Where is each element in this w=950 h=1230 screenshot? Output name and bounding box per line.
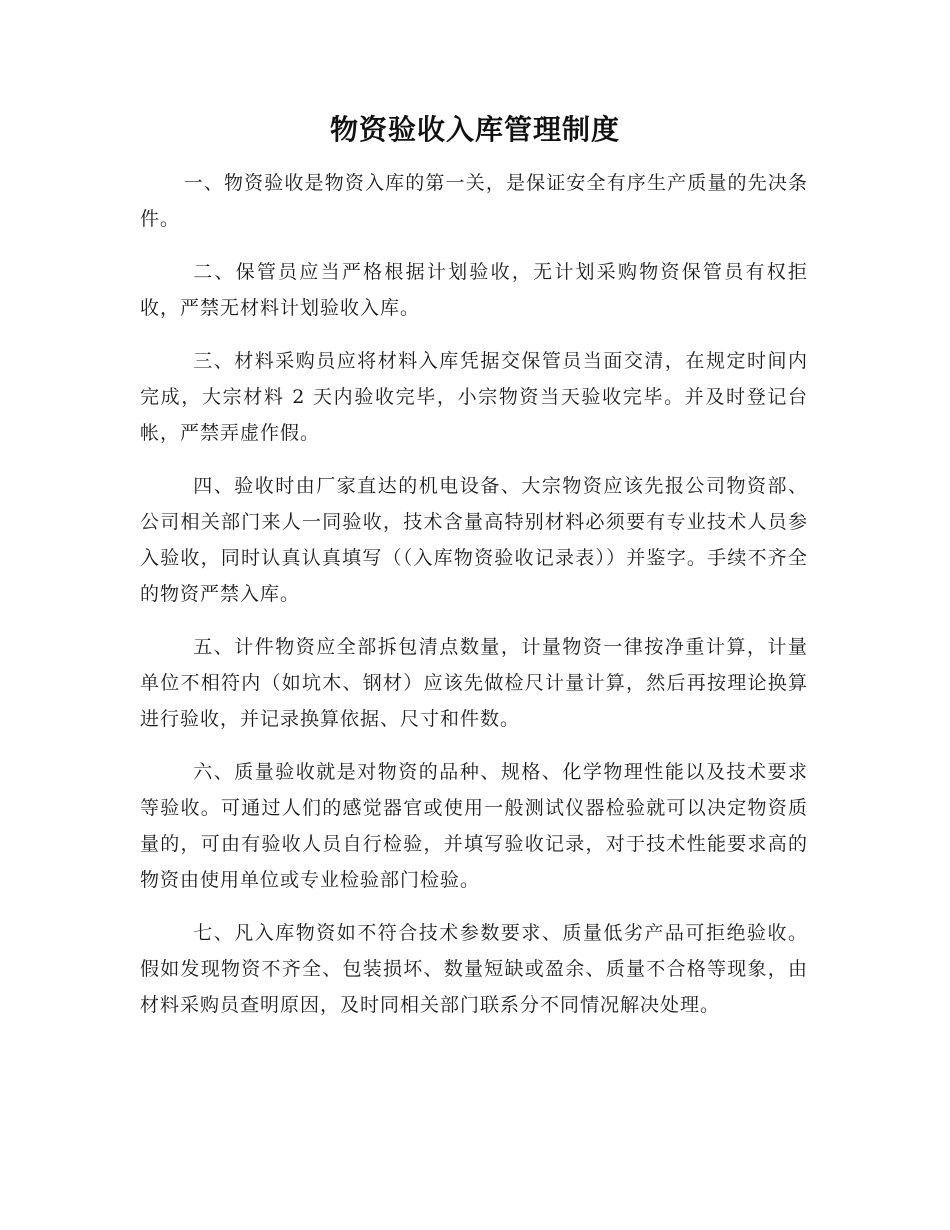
paragraph-3: 三、材料采购员应将材料入库凭据交保管员当面交清，在规定时间内完成，大宗材料 2 天内验收完毕，小宗物资当天验收完毕。并及时登记台帐，严禁弄虚作假。 (140, 350, 808, 444)
paragraph-7: 七、凡入库物资如不符合技术参数要求、质量低劣产品可拒绝验收。假如发现物资不齐全、包装损坏、数量短缺或盈余、质量不合格等现象，由材料采购员查明原因，及时同相关部门联系分不同情况解决处理。 (140, 922, 808, 1016)
paragraph-2: 二、保管员应当严格根据计划验收，无计划采购物资保管员有权拒收，严禁无材料计划验收入库。 (140, 261, 808, 319)
document-body (140, 165, 808, 1040)
paragraph-1: 一、物资验收是物资入库的第一关，是保证安全有序生产质量的先决条件。 (140, 172, 808, 230)
document-title: 物资验收入库管理制度 (329, 113, 620, 146)
paragraph-5: 五、计件物资应全部拆包清点数量，计量物资一律按净重计算，计量单位不相符内（如坑木、钢材）应该先做检尺计量计算，然后再按理论换算进行验收，并记录换算依据、尺寸和件数。 (140, 636, 808, 730)
paragraph-4: 四、验收时由厂家直达的机电设备、大宗物资应该先报公司物资部、公司相关部门来人一同验收，技术含量高特别材料必须要有专业技术人员参入验收，同时认真认真填写（（入库物资验收记录表））并鉴字。手续不齐全的物资严禁入库。 (140, 475, 808, 605)
paragraph-6: 六、质量验收就是对物资的品种、规格、化学物理性能以及技术要求等验收。可通过人们的感觉器官或使用一般测试仪器检验就可以决定物资质量的，可由有验收人员自行检验，并填写验收记录，对于技术性能要求高的物资由使用单位或专业检验部门检验。 (140, 761, 808, 891)
